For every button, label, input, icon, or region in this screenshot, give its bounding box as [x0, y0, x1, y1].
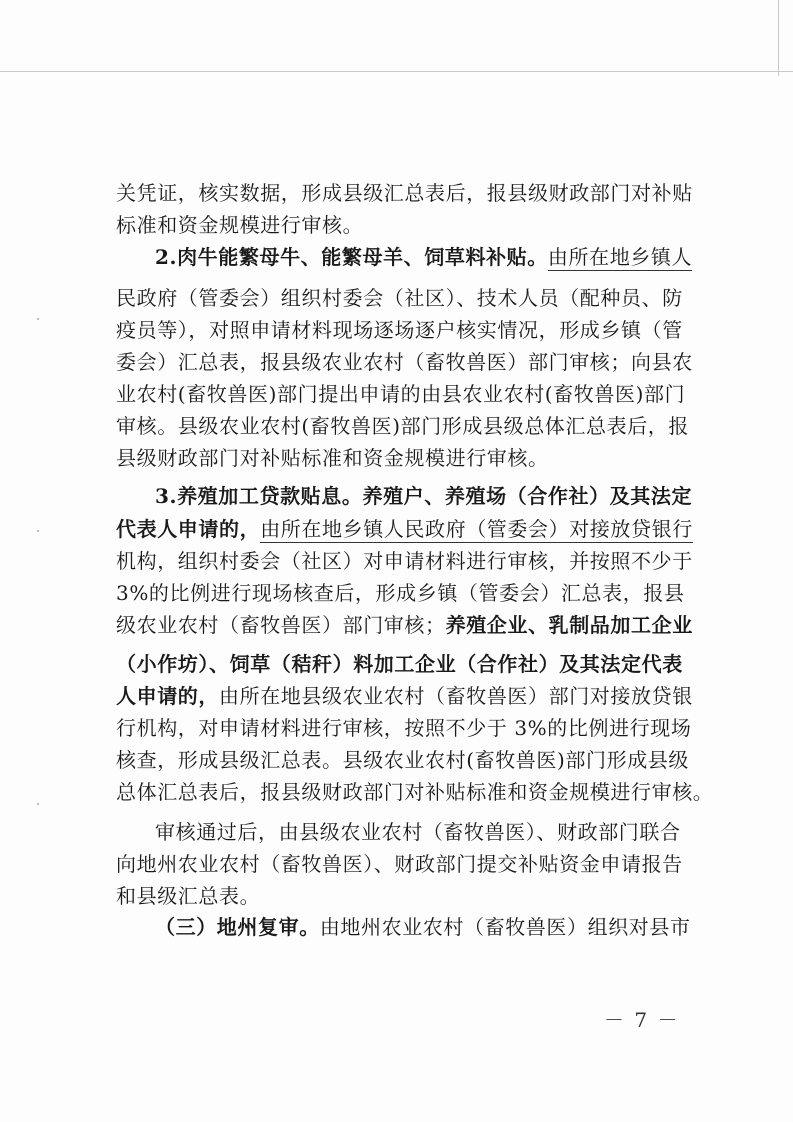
bold-text: 养殖企业、乳制品加工企业	[445, 613, 693, 637]
text-line: 审核通过后，由县级农业农村（畜牧兽医）、财政部门联合	[155, 820, 681, 844]
scan-speck	[37, 318, 39, 320]
text-line: 委会）汇总表，报县级农业农村（畜牧兽医）部门审核；向县农	[116, 350, 693, 374]
subsection-3-heading: 3.养殖加工贷款贴息。养殖户、养殖场（合作社）及其法定	[155, 484, 693, 508]
text-line: 关凭证，核实数据，形成县级汇总表后，报县级财政部门对补贴	[116, 181, 693, 205]
bold-text: 人申请的，	[116, 684, 219, 708]
plain-text: 由所在地县级农业农村（畜牧兽医）部门对接放贷银	[219, 684, 693, 708]
plain-text: 级农业农村（畜牧兽医）部门审核；	[116, 613, 446, 637]
subsection-2-heading: 2.肉牛能繁母牛、能繁母羊、饲草料补贴。	[155, 245, 548, 269]
text-line: 审核。县级农业农村(畜牧兽医)部门形成县级总体汇总表后，报	[116, 414, 690, 438]
page-number: － 7 －	[604, 1008, 680, 1032]
subsection-heading-line	[155, 244, 715, 270]
text-line: 民政府（管委会）组织村委会（社区）、技术人员（配种员、防	[116, 286, 683, 310]
text-line: 标准和资金规模进行审核。	[116, 213, 364, 237]
text-line	[116, 683, 693, 709]
scan-speck	[37, 803, 39, 805]
bold-text: 代表人申请的，	[116, 517, 261, 541]
section-3-heading: （三）地州复审。	[155, 915, 320, 939]
underlined-text: 由所在地乡镇人	[547, 245, 693, 269]
section-heading-line	[155, 914, 715, 940]
text-line: 机构，组织村委会（社区）对申请材料进行审核，并按照不少于	[116, 549, 693, 573]
text-line: 3%的比例进行现场核查后，形成乡镇（管委会）汇总表，报县	[116, 581, 685, 605]
text-line: 向地州农业农村（畜牧兽医）、财政部门提交补贴资金申请报告	[116, 852, 683, 876]
scan-speck	[37, 530, 39, 532]
text-line	[116, 516, 693, 542]
text-line: 业农村(畜牧兽医)部门提出申请的由县农业农村(畜牧兽医)部门	[116, 382, 686, 406]
underlined-text: 由所在地乡镇人民政府（管委会）对接放贷银行	[260, 517, 693, 541]
text-line: 核查，形成县级汇总表。县级农业农村(畜牧兽医)部门形成县级	[116, 748, 690, 772]
top-scan-rule	[0, 71, 793, 72]
text-line: 总体汇总表后，报县级财政部门对补贴标准和资金规模进行审核。	[116, 780, 714, 804]
text-line: （小作坊）、饲草（秸秆）料加工企业（合作社）及其法定代表	[116, 652, 683, 676]
plain-text: 由地州农业农村（畜牧兽医）组织对县市	[319, 915, 691, 939]
text-line: 疫员等），对照申请材料现场逐场逐户核实情况，形成乡镇（管	[116, 318, 683, 342]
text-line	[116, 612, 693, 638]
text-line: 县级财政部门对补贴标准和资金规模进行审核。	[116, 446, 549, 470]
text-line: 行机构，对申请材料进行审核，按照不少于 3%的比例进行现场	[116, 716, 692, 740]
right-scan-rule	[778, 0, 779, 76]
text-line: 和县级汇总表。	[116, 884, 261, 908]
